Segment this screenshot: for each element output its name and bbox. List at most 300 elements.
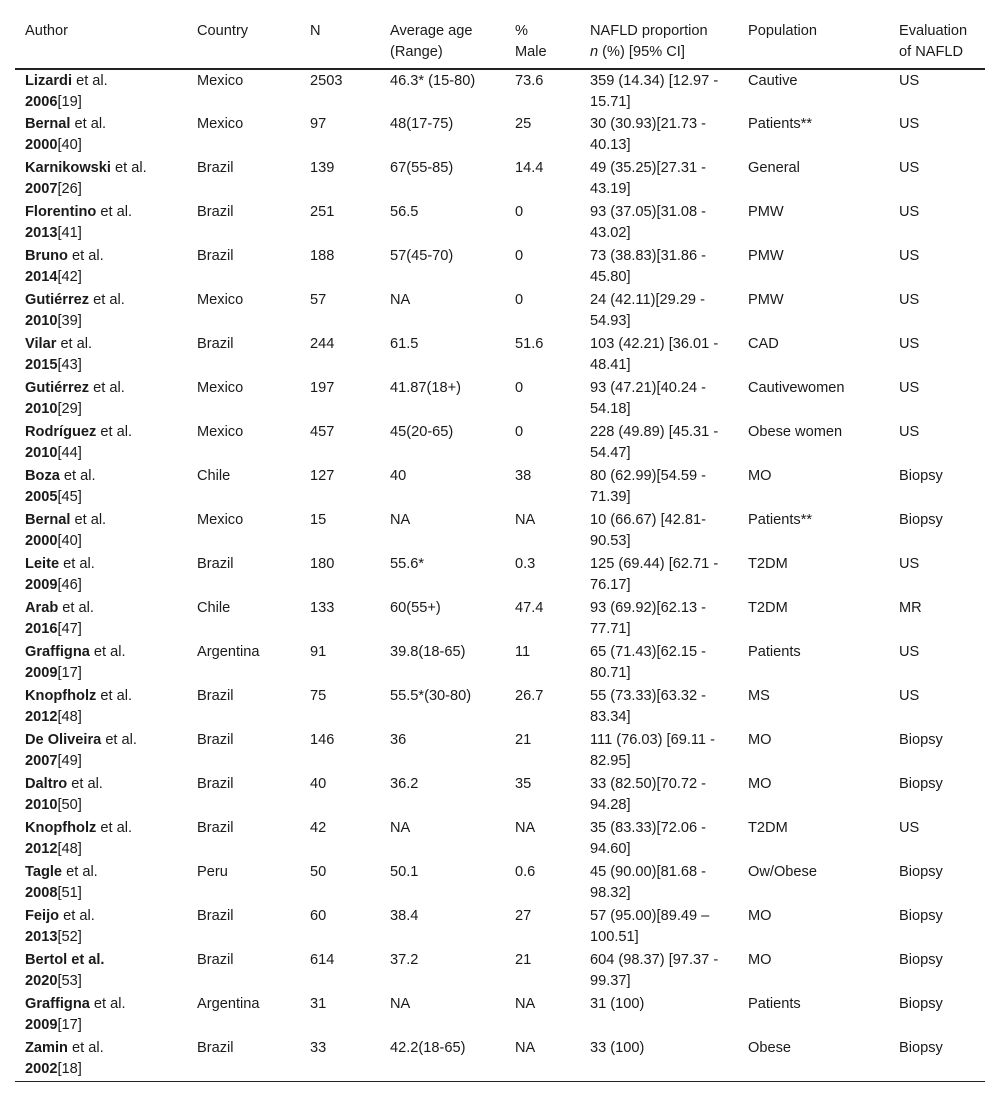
cell-evaluation: US <box>899 336 920 352</box>
cell-author <box>15 773 187 817</box>
cell-n: 60 <box>310 908 327 924</box>
cell-nafld-proportion: 45 (90.00)[81.68 - 98.32] <box>590 864 707 901</box>
cell-nafld-proportion: 33 (100) <box>580 1037 738 1081</box>
reference-link[interactable]: [53] <box>57 973 82 989</box>
author-year: 2010 <box>25 445 58 461</box>
author-name: Vilar <box>25 336 57 352</box>
cell-country: Brazil <box>197 204 234 220</box>
cell-evaluation: Biopsy <box>899 512 943 528</box>
author-etal: et al. <box>62 864 98 880</box>
cell-n: 97 <box>310 116 327 132</box>
cell-population: Obese women <box>748 424 843 440</box>
author-year: 2006 <box>25 94 58 110</box>
reference-link[interactable]: [41] <box>57 225 82 241</box>
cell-percent-male: 0 <box>515 380 524 396</box>
author-name: Gutiérrez <box>25 380 90 396</box>
author-year: 2010 <box>25 401 58 417</box>
table-row <box>15 201 985 245</box>
cell-percent-male: 26.7 <box>515 688 544 704</box>
cell-n: 180 <box>310 556 335 572</box>
cell-percent-male: 14.4 <box>515 160 544 176</box>
header-average-age: Average age (Range) <box>380 12 505 69</box>
author-year: 2009 <box>25 577 58 593</box>
table-row <box>15 1037 985 1081</box>
header-n: N <box>300 12 380 69</box>
reference-link[interactable]: [17] <box>57 665 82 681</box>
author-etal: et al. <box>59 556 95 572</box>
cell-population: MO <box>748 468 772 484</box>
author-etal: et al. <box>59 908 95 924</box>
cell-author <box>15 685 187 729</box>
cell-country: Mexico <box>197 380 244 396</box>
reference-link[interactable]: [40] <box>57 533 82 549</box>
author-etal: et al. <box>72 73 108 89</box>
author-etal: et al. <box>67 1040 104 1056</box>
cell-evaluation: US <box>899 160 920 176</box>
cell-n: 15 <box>310 512 327 528</box>
cell-author <box>15 333 187 377</box>
author-name: Knopfholz <box>25 688 97 704</box>
reference-link[interactable]: [43] <box>57 357 82 373</box>
cell-nafld-proportion: 57 (95.00)[89.49 – 100.51] <box>590 908 710 945</box>
cell-evaluation: Biopsy <box>899 996 943 1012</box>
cell-percent-male: 25 <box>515 116 532 132</box>
cell-evaluation: Biopsy <box>899 952 943 968</box>
table-row <box>15 861 985 905</box>
cell-n: 50 <box>310 864 327 880</box>
cell-average-age: 39.8(18-65) <box>390 644 466 660</box>
cell-country: Mexico <box>197 116 244 132</box>
author-year: 2007 <box>25 753 58 769</box>
cell-evaluation: Biopsy <box>889 1037 985 1081</box>
table-row <box>15 685 985 729</box>
table-row <box>15 993 985 1037</box>
cell-country: Peru <box>197 864 228 880</box>
cell-n: 2503 <box>310 73 343 89</box>
author-etal: et al. <box>110 160 147 176</box>
table-header-row <box>15 12 985 69</box>
table-row <box>15 905 985 949</box>
cell-average-age: 36.2 <box>390 776 419 792</box>
cell-n: 57 <box>310 292 327 308</box>
cell-percent-male: 35 <box>515 776 532 792</box>
cell-n: 40 <box>310 776 327 792</box>
cell-n: 146 <box>310 732 335 748</box>
reference-link[interactable]: [29] <box>57 401 82 417</box>
cell-average-age: 50.1 <box>390 864 419 880</box>
author-etal: et al. <box>96 204 133 220</box>
cell-population: General <box>748 160 800 176</box>
cell-nafld-proportion: 10 (66.67) [42.81- 90.53] <box>590 512 707 549</box>
cell-nafld-proportion: 49 (35.25)[27.31 - 43.19] <box>590 160 707 197</box>
cell-evaluation: US <box>899 424 920 440</box>
author-name: Daltro <box>25 776 68 792</box>
cell-n: 614 <box>310 952 335 968</box>
cell-evaluation: Biopsy <box>899 864 943 880</box>
header-percent-male: % Male <box>505 12 580 69</box>
table-row <box>15 113 985 157</box>
cell-author <box>15 157 187 201</box>
cell-nafld-proportion: 125 (69.44) [62.71 - 76.17] <box>590 556 719 593</box>
cell-country: Brazil <box>197 952 234 968</box>
cell-n: 33 <box>300 1037 380 1081</box>
author-name: Bernal <box>25 116 71 132</box>
cell-percent-male: 47.4 <box>515 600 544 616</box>
cell-nafld-proportion: 55 (73.33)[63.32 - 83.34] <box>590 688 707 725</box>
cell-country: Mexico <box>197 292 244 308</box>
header-country: Country <box>187 12 300 69</box>
table-row <box>15 377 985 421</box>
reference-link[interactable]: [47] <box>57 621 82 637</box>
reference-link[interactable]: [52] <box>57 929 82 945</box>
reference-link[interactable]: [39] <box>57 313 82 329</box>
author-year: 2020 <box>25 973 58 989</box>
table-row <box>15 289 985 333</box>
author-name: Tagle <box>25 864 63 880</box>
cell-average-age: 46.3* (15-80) <box>390 73 476 89</box>
cell-evaluation: US <box>899 292 920 308</box>
cell-average-age: 55.6* <box>390 556 425 572</box>
cell-author <box>15 993 187 1037</box>
author-name: Gutiérrez <box>25 292 90 308</box>
reference-link[interactable]: [48] <box>57 709 82 725</box>
author-etal: et al. <box>70 512 107 528</box>
author-name: De Oliveira <box>25 732 102 748</box>
author-name: Rodríguez <box>25 424 97 440</box>
cell-author <box>15 597 187 641</box>
author-name: Feijo <box>25 908 60 924</box>
cell-author <box>15 905 187 949</box>
cell-nafld-proportion: 33 (82.50)[70.72 - 94.28] <box>590 776 707 813</box>
cell-evaluation: US <box>899 248 920 264</box>
cell-population: Patients <box>748 644 801 660</box>
table-row <box>15 245 985 289</box>
table-row <box>15 949 985 993</box>
nafld-studies-table <box>15 12 985 1082</box>
cell-nafld-proportion: 30 (30.93)[21.73 - 40.13] <box>590 116 707 153</box>
author-etal: et al. <box>56 336 93 352</box>
table-row <box>15 157 985 201</box>
cell-author <box>15 1037 187 1081</box>
cell-nafld-proportion: 80 (62.99)[54.59 - 71.39] <box>590 468 707 505</box>
cell-evaluation: US <box>899 688 920 704</box>
cell-average-age: 56.5 <box>390 204 419 220</box>
cell-author <box>15 201 187 245</box>
table-row <box>15 333 985 377</box>
reference-link[interactable]: [49] <box>57 753 82 769</box>
cell-population: Patients <box>748 996 801 1012</box>
cell-population: PMW <box>748 204 784 220</box>
cell-nafld-proportion: 35 (83.33)[72.06 - 94.60] <box>590 820 707 857</box>
cell-author <box>15 729 187 773</box>
cell-nafld-proportion: 93 (37.05)[31.08 - 43.02] <box>590 204 707 241</box>
author-etal: et al. <box>96 820 133 836</box>
author-etal: et al. <box>58 600 94 616</box>
table-row <box>15 817 985 861</box>
cell-percent-male: 38 <box>515 468 532 484</box>
cell-percent-male: 0.3 <box>515 556 536 572</box>
cell-percent-male: 0 <box>515 292 524 308</box>
cell-average-age: 60(55+) <box>390 600 441 616</box>
cell-percent-male: 0 <box>515 204 524 220</box>
cell-author <box>15 553 187 597</box>
author-etal: et al. <box>89 380 125 396</box>
cell-author <box>15 465 187 509</box>
reference-link[interactable]: [42] <box>57 269 82 285</box>
cell-n: 251 <box>310 204 335 220</box>
cell-average-age: 36 <box>390 732 407 748</box>
author-etal: et al. <box>96 688 133 704</box>
cell-nafld-proportion: 24 (42.11)[29.29 - 54.93] <box>590 292 705 329</box>
cell-average-age: 40 <box>390 468 407 484</box>
cell-population: Cautive <box>748 73 798 89</box>
cell-author <box>15 949 187 993</box>
author-etal: et al. <box>70 116 107 132</box>
cell-n: 42 <box>310 820 327 836</box>
author-name: Zamin <box>25 1040 68 1056</box>
table-row <box>15 641 985 685</box>
author-year: 2010 <box>25 313 58 329</box>
author-name: Graffigna <box>25 644 90 660</box>
author-etal: et al. <box>96 424 133 440</box>
cell-n: 457 <box>310 424 335 440</box>
reference-link[interactable]: [51] <box>57 885 82 901</box>
cell-author <box>15 377 187 421</box>
author-year: 2010 <box>25 797 58 813</box>
cell-population: CAD <box>748 336 779 352</box>
cell-author <box>15 421 187 465</box>
cell-evaluation: US <box>899 820 920 836</box>
header-population: Population <box>738 12 889 69</box>
cell-average-age: 57(45-70) <box>390 248 454 264</box>
cell-country: Brazil <box>197 688 234 704</box>
table-row <box>15 421 985 465</box>
cell-population: PMW <box>748 248 784 264</box>
cell-percent-male: 27 <box>515 908 532 924</box>
author-etal: et al. <box>67 248 104 264</box>
author-etal: et al. <box>59 468 96 484</box>
cell-country: Brazil <box>197 776 234 792</box>
cell-country: Brazil <box>197 820 234 836</box>
table-row <box>15 69 985 113</box>
table-body <box>15 69 985 1081</box>
author-name: Bertol et al. <box>25 952 105 968</box>
cell-population: T2DM <box>748 556 788 572</box>
cell-population: Ow/Obese <box>748 864 817 880</box>
cell-population: Patients** <box>748 512 813 528</box>
cell-evaluation: Biopsy <box>899 908 943 924</box>
author-etal: et al. <box>89 292 125 308</box>
author-year: 2014 <box>25 269 58 285</box>
author-name: Leite <box>25 556 60 572</box>
table-row <box>15 509 985 553</box>
author-year: 2012 <box>25 709 58 725</box>
author-year: 2016 <box>25 621 58 637</box>
cell-average-age: 48(17-75) <box>390 116 454 132</box>
cell-nafld-proportion: 228 (49.89) [45.31 - 54.47] <box>590 424 719 461</box>
author-name: Karnikowski <box>25 160 111 176</box>
cell-evaluation: Biopsy <box>899 776 943 792</box>
cell-evaluation: Biopsy <box>899 468 943 484</box>
cell-country: Mexico <box>197 512 244 528</box>
cell-n: 139 <box>310 160 335 176</box>
cell-n: 31 <box>310 996 327 1012</box>
cell-percent-male: 11 <box>515 644 531 660</box>
author-year: 2009 <box>25 665 58 681</box>
cell-average-age: NA <box>390 996 411 1012</box>
cell-average-age: 61.5 <box>390 336 419 352</box>
cell-n: 91 <box>310 644 327 660</box>
cell-evaluation: MR <box>899 600 922 616</box>
cell-author <box>15 509 187 553</box>
reference-link[interactable]: [46] <box>57 577 82 593</box>
author-etal: et al. <box>89 996 126 1012</box>
author-year: 2000 <box>25 533 58 549</box>
cell-percent-male: 73.6 <box>515 73 544 89</box>
reference-link[interactable]: [18] <box>57 1061 82 1077</box>
reference-link[interactable]: [44] <box>57 445 82 461</box>
author-etal: et al. <box>67 776 103 792</box>
cell-country: Brazil <box>197 160 234 176</box>
cell-nafld-proportion: 93 (47.21)[40.24 - 54.18] <box>590 380 707 417</box>
cell-percent-male: 0.6 <box>515 864 536 880</box>
cell-evaluation: US <box>899 380 920 396</box>
author-year: 2012 <box>25 841 58 857</box>
cell-nafld-proportion: 65 (71.43)[62.15 - 80.71] <box>590 644 707 681</box>
cell-country: Chile <box>197 468 231 484</box>
table-row <box>15 597 985 641</box>
author-year: 2015 <box>25 357 58 373</box>
cell-average-age: 41.87(18+) <box>390 380 461 396</box>
reference-link[interactable]: [45] <box>57 489 82 505</box>
cell-nafld-proportion: 93 (69.92)[62.13 - 77.71] <box>590 600 707 637</box>
cell-country: Chile <box>197 600 231 616</box>
cell-population: PMW <box>748 292 784 308</box>
cell-country: Brazil <box>197 732 234 748</box>
cell-percent-male: 21 <box>515 952 532 968</box>
reference-link[interactable]: [50] <box>57 797 82 813</box>
table-row <box>15 729 985 773</box>
cell-n: 133 <box>310 600 335 616</box>
cell-population: MO <box>748 952 772 968</box>
cell-author <box>15 861 187 905</box>
cell-country: Argentina <box>197 644 260 660</box>
cell-author <box>15 245 187 289</box>
cell-average-age: 38.4 <box>390 908 419 924</box>
author-year: 2013 <box>25 225 58 241</box>
cell-author <box>15 817 187 861</box>
table-row <box>15 773 985 817</box>
cell-country: Brazil <box>197 248 234 264</box>
cell-nafld-proportion: 73 (38.83)[31.86 - 45.80] <box>590 248 707 285</box>
author-year: 2002 <box>25 1061 58 1077</box>
author-year: 2005 <box>25 489 58 505</box>
cell-population: Cautivewomen <box>748 380 845 396</box>
cell-population: T2DM <box>748 820 788 836</box>
author-name: Boza <box>25 468 60 484</box>
header-author: Author <box>15 12 187 69</box>
cell-n: 197 <box>310 380 335 396</box>
cell-percent-male: NA <box>505 1037 580 1081</box>
cell-percent-male: 51.6 <box>515 336 544 352</box>
author-name: Graffigna <box>25 996 90 1012</box>
author-year: 2013 <box>25 929 58 945</box>
author-etal: et al. <box>89 644 126 660</box>
reference-link[interactable]: [17] <box>57 1017 82 1033</box>
author-name: Arab <box>25 600 59 616</box>
cell-percent-male: 21 <box>515 732 532 748</box>
reference-link[interactable]: [19] <box>57 94 82 110</box>
cell-average-age: 45(20-65) <box>390 424 454 440</box>
cell-average-age: NA <box>390 512 411 528</box>
cell-population: Patients** <box>748 116 813 132</box>
cell-country: Mexico <box>197 424 244 440</box>
reference-link[interactable]: [48] <box>57 841 82 857</box>
cell-author <box>15 641 187 685</box>
cell-country: Mexico <box>197 73 244 89</box>
cell-population: MS <box>748 688 770 704</box>
cell-population: MO <box>748 908 772 924</box>
cell-average-age: 37.2 <box>390 952 419 968</box>
cell-country: Argentina <box>197 996 260 1012</box>
author-year: 2008 <box>25 885 58 901</box>
cell-nafld-proportion: 103 (42.21) [36.01 - 48.41] <box>590 336 719 373</box>
cell-nafld-proportion: 111 (76.03) [69.11 - 82.95] <box>590 732 715 769</box>
cell-n: 127 <box>310 468 335 484</box>
cell-average-age: 55.5*(30-80) <box>390 688 472 704</box>
cell-evaluation: US <box>899 644 920 660</box>
cell-evaluation: US <box>899 73 920 89</box>
header-nafld-proportion: NAFLD proportion n (%) [95% CI] <box>580 12 738 69</box>
author-name: Lizardi <box>25 73 73 89</box>
cell-percent-male: 0 <box>515 248 524 264</box>
author-year: 2000 <box>25 137 58 153</box>
cell-percent-male: NA <box>515 996 536 1012</box>
author-year: 2009 <box>25 1017 58 1033</box>
cell-nafld-proportion: 359 (14.34) [12.97 - 15.71] <box>590 73 719 110</box>
cell-n: 188 <box>310 248 335 264</box>
cell-author <box>15 289 187 333</box>
author-year: 2007 <box>25 181 58 197</box>
cell-average-age: NA <box>390 820 411 836</box>
author-name: Knopfholz <box>25 820 97 836</box>
cell-percent-male: NA <box>515 512 536 528</box>
header-evaluation: Evaluation of NAFLD <box>889 12 985 69</box>
cell-average-age: NA <box>390 292 411 308</box>
cell-country: Brazil <box>197 908 234 924</box>
cell-evaluation: Biopsy <box>899 732 943 748</box>
cell-author <box>15 113 187 157</box>
cell-population: T2DM <box>748 600 788 616</box>
cell-percent-male: NA <box>515 820 536 836</box>
author-name: Bernal <box>25 512 71 528</box>
cell-evaluation: US <box>899 204 920 220</box>
cell-average-age: 42.2(18-65) <box>380 1037 505 1081</box>
table-row <box>15 553 985 597</box>
reference-link[interactable]: [40] <box>57 137 82 153</box>
cell-country: Brazil <box>187 1037 300 1081</box>
cell-evaluation: US <box>899 556 920 572</box>
cell-nafld-proportion: 31 (100) <box>590 996 645 1012</box>
author-etal: et al. <box>101 732 137 748</box>
cell-average-age: 67(55-85) <box>390 160 454 176</box>
reference-link[interactable]: [26] <box>57 181 82 197</box>
cell-population: MO <box>748 732 772 748</box>
cell-n: 244 <box>310 336 335 352</box>
cell-population: Obese <box>738 1037 889 1081</box>
cell-country: Brazil <box>197 556 234 572</box>
author-name: Florentino <box>25 204 97 220</box>
